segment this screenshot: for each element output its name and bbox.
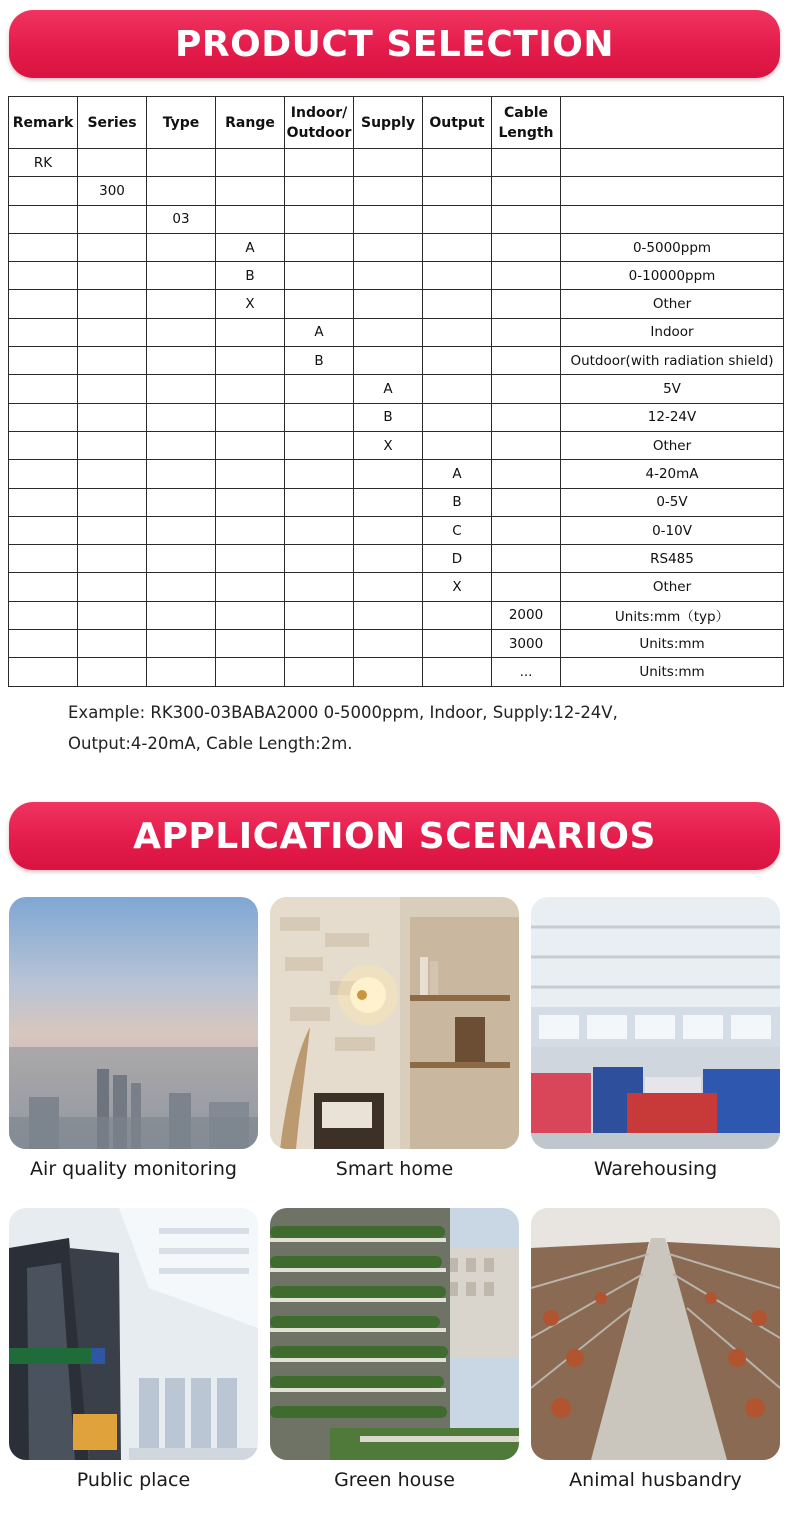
code-cell bbox=[285, 233, 354, 261]
code-cell bbox=[423, 177, 492, 205]
table-row bbox=[9, 375, 784, 403]
code-cell bbox=[9, 205, 78, 233]
code-cell bbox=[9, 318, 78, 346]
chicken-coop-photo bbox=[531, 1208, 780, 1460]
description-cell: 0-5V bbox=[561, 488, 784, 516]
column-header: Supply bbox=[354, 97, 423, 149]
code-cell bbox=[354, 630, 423, 658]
code-cell bbox=[216, 403, 285, 431]
code-cell bbox=[78, 545, 147, 573]
code-cell bbox=[78, 630, 147, 658]
code-cell bbox=[147, 516, 216, 544]
code-cell bbox=[9, 488, 78, 516]
code-cell bbox=[285, 290, 354, 318]
table-body bbox=[9, 149, 784, 687]
code-cell: B bbox=[285, 347, 354, 375]
code-cell bbox=[147, 658, 216, 686]
code-cell bbox=[423, 601, 492, 629]
code-cell bbox=[423, 431, 492, 459]
code-cell bbox=[285, 262, 354, 290]
code-cell bbox=[216, 347, 285, 375]
code-cell bbox=[9, 233, 78, 261]
code-cell bbox=[216, 601, 285, 629]
table-row bbox=[9, 290, 784, 318]
code-cell bbox=[147, 262, 216, 290]
code-cell bbox=[492, 290, 561, 318]
description-cell: Other bbox=[561, 573, 784, 601]
code-cell bbox=[492, 318, 561, 346]
table-row bbox=[9, 460, 784, 488]
code-cell bbox=[354, 205, 423, 233]
code-cell bbox=[9, 403, 78, 431]
code-cell: 03 bbox=[147, 205, 216, 233]
scenario-caption: Air quality monitoring bbox=[30, 1158, 237, 1180]
column-header: Indoor/ Outdoor bbox=[285, 97, 354, 149]
description-cell: 0-10V bbox=[561, 516, 784, 544]
code-cell bbox=[78, 573, 147, 601]
code-cell bbox=[147, 177, 216, 205]
code-cell bbox=[354, 545, 423, 573]
code-cell bbox=[9, 601, 78, 629]
code-cell bbox=[354, 601, 423, 629]
code-cell bbox=[147, 431, 216, 459]
code-cell bbox=[423, 262, 492, 290]
code-cell bbox=[147, 630, 216, 658]
table-row bbox=[9, 488, 784, 516]
code-cell bbox=[423, 658, 492, 686]
code-cell bbox=[78, 488, 147, 516]
table-row bbox=[9, 601, 784, 629]
description-cell bbox=[561, 177, 784, 205]
code-cell bbox=[147, 347, 216, 375]
code-cell bbox=[147, 403, 216, 431]
code-cell bbox=[354, 460, 423, 488]
description-cell bbox=[561, 149, 784, 177]
code-cell: C bbox=[423, 516, 492, 544]
code-cell bbox=[9, 460, 78, 488]
code-cell bbox=[423, 233, 492, 261]
hazy-city-photo bbox=[9, 897, 258, 1149]
description-cell: RS485 bbox=[561, 545, 784, 573]
code-cell bbox=[492, 347, 561, 375]
code-cell bbox=[492, 573, 561, 601]
code-cell bbox=[285, 545, 354, 573]
code-cell: A bbox=[423, 460, 492, 488]
code-cell bbox=[9, 516, 78, 544]
code-cell: B bbox=[216, 262, 285, 290]
code-cell bbox=[354, 658, 423, 686]
table-row bbox=[9, 658, 784, 686]
code-cell bbox=[423, 347, 492, 375]
code-cell: 300 bbox=[78, 177, 147, 205]
table-row bbox=[9, 573, 784, 601]
scenario-card-smart-home bbox=[270, 897, 519, 1180]
code-cell: B bbox=[423, 488, 492, 516]
code-cell bbox=[9, 177, 78, 205]
column-header: Series bbox=[78, 97, 147, 149]
code-cell bbox=[285, 601, 354, 629]
scenario-caption: Green house bbox=[334, 1469, 455, 1491]
table-row bbox=[9, 233, 784, 261]
code-cell bbox=[423, 318, 492, 346]
description-cell: Units:mm bbox=[561, 658, 784, 686]
code-cell bbox=[423, 630, 492, 658]
code-cell: A bbox=[285, 318, 354, 346]
column-header bbox=[561, 97, 784, 149]
table-row bbox=[9, 177, 784, 205]
code-cell bbox=[147, 149, 216, 177]
code-cell: RK bbox=[9, 149, 78, 177]
code-cell: 3000 bbox=[492, 630, 561, 658]
code-cell bbox=[354, 290, 423, 318]
code-cell bbox=[285, 375, 354, 403]
application-scenarios-title: APPLICATION SCENARIOS bbox=[133, 815, 656, 857]
code-cell bbox=[285, 149, 354, 177]
code-cell: X bbox=[423, 573, 492, 601]
code-cell bbox=[492, 488, 561, 516]
code-cell bbox=[78, 431, 147, 459]
code-cell bbox=[147, 233, 216, 261]
code-cell bbox=[492, 177, 561, 205]
code-cell bbox=[285, 573, 354, 601]
code-cell bbox=[216, 630, 285, 658]
scenario-caption: Animal husbandry bbox=[569, 1469, 742, 1491]
living-room-photo bbox=[270, 897, 519, 1149]
code-cell bbox=[492, 545, 561, 573]
product-selection-title: PRODUCT SELECTION bbox=[175, 23, 614, 65]
application-scenarios-banner bbox=[9, 802, 780, 870]
code-cell: X bbox=[216, 290, 285, 318]
code-cell bbox=[9, 290, 78, 318]
code-cell bbox=[216, 431, 285, 459]
code-cell bbox=[216, 460, 285, 488]
code-cell bbox=[78, 262, 147, 290]
code-cell bbox=[147, 545, 216, 573]
code-cell bbox=[423, 375, 492, 403]
code-cell bbox=[9, 545, 78, 573]
table-header-row bbox=[9, 97, 784, 149]
description-cell: Outdoor(with radiation shield) bbox=[561, 347, 784, 375]
example-line-2: Output:4-20mA, Cable Length:2m. bbox=[68, 734, 353, 753]
code-cell bbox=[354, 347, 423, 375]
scenario-card-green-house bbox=[270, 1208, 519, 1491]
code-cell: B bbox=[354, 403, 423, 431]
code-cell bbox=[78, 460, 147, 488]
description-cell: 0-10000ppm bbox=[561, 262, 784, 290]
code-cell bbox=[216, 545, 285, 573]
code-cell bbox=[78, 601, 147, 629]
code-cell bbox=[9, 658, 78, 686]
description-cell: 0-5000ppm bbox=[561, 233, 784, 261]
code-cell: ... bbox=[492, 658, 561, 686]
code-cell bbox=[9, 262, 78, 290]
code-cell bbox=[147, 488, 216, 516]
code-cell bbox=[9, 431, 78, 459]
scenario-card-warehousing bbox=[531, 897, 780, 1180]
code-cell: X bbox=[354, 431, 423, 459]
code-cell bbox=[9, 573, 78, 601]
code-cell bbox=[216, 516, 285, 544]
code-cell bbox=[354, 573, 423, 601]
code-cell bbox=[285, 516, 354, 544]
code-cell bbox=[78, 516, 147, 544]
table-row bbox=[9, 545, 784, 573]
code-cell bbox=[78, 403, 147, 431]
description-cell bbox=[561, 205, 784, 233]
code-cell bbox=[285, 460, 354, 488]
code-cell bbox=[78, 318, 147, 346]
code-cell bbox=[78, 290, 147, 318]
scenario-caption: Public place bbox=[76, 1469, 191, 1491]
product-selection-table bbox=[8, 96, 784, 687]
code-cell bbox=[492, 460, 561, 488]
code-cell bbox=[492, 262, 561, 290]
code-cell bbox=[147, 375, 216, 403]
table-row bbox=[9, 149, 784, 177]
code-cell bbox=[354, 318, 423, 346]
code-cell bbox=[147, 460, 216, 488]
code-cell bbox=[78, 205, 147, 233]
table-row bbox=[9, 205, 784, 233]
code-cell bbox=[216, 488, 285, 516]
product-selection-banner bbox=[9, 10, 780, 78]
description-cell: Units:mm bbox=[561, 630, 784, 658]
table-row bbox=[9, 318, 784, 346]
code-cell bbox=[147, 601, 216, 629]
example-line-1: Example: RK300-03BABA2000 0-5000ppm, Indoor, Supply:12-24V, bbox=[68, 703, 618, 722]
column-header: Type bbox=[147, 97, 216, 149]
column-header: Range bbox=[216, 97, 285, 149]
code-cell bbox=[9, 375, 78, 403]
code-cell bbox=[78, 375, 147, 403]
table-row bbox=[9, 262, 784, 290]
table-row bbox=[9, 516, 784, 544]
code-cell bbox=[147, 318, 216, 346]
code-cell bbox=[354, 233, 423, 261]
code-cell bbox=[285, 431, 354, 459]
scenario-caption: Smart home bbox=[335, 1158, 454, 1180]
example-text bbox=[68, 697, 748, 759]
code-cell bbox=[216, 149, 285, 177]
code-cell bbox=[285, 488, 354, 516]
column-header: Cable Length bbox=[492, 97, 561, 149]
code-cell: 2000 bbox=[492, 601, 561, 629]
description-cell: Indoor bbox=[561, 318, 784, 346]
code-cell bbox=[216, 375, 285, 403]
code-cell bbox=[354, 516, 423, 544]
code-cell bbox=[492, 205, 561, 233]
code-cell bbox=[285, 630, 354, 658]
scenario-card-animal-husbandry bbox=[531, 1208, 780, 1491]
vertical-forest-photo bbox=[270, 1208, 519, 1460]
code-cell bbox=[354, 488, 423, 516]
code-cell bbox=[492, 233, 561, 261]
code-cell bbox=[492, 403, 561, 431]
code-cell bbox=[216, 658, 285, 686]
code-cell bbox=[423, 149, 492, 177]
scenario-caption: Warehousing bbox=[593, 1158, 718, 1180]
code-cell: D bbox=[423, 545, 492, 573]
description-cell: 5V bbox=[561, 375, 784, 403]
code-cell bbox=[147, 290, 216, 318]
table-row bbox=[9, 431, 784, 459]
description-cell: 4-20mA bbox=[561, 460, 784, 488]
code-cell bbox=[285, 205, 354, 233]
code-cell bbox=[78, 149, 147, 177]
description-cell: 12-24V bbox=[561, 403, 784, 431]
code-cell bbox=[354, 262, 423, 290]
code-cell bbox=[216, 177, 285, 205]
code-cell bbox=[78, 233, 147, 261]
code-cell bbox=[216, 205, 285, 233]
code-cell bbox=[9, 347, 78, 375]
scenario-card-air-quality bbox=[9, 897, 258, 1180]
code-cell bbox=[216, 318, 285, 346]
table-row bbox=[9, 347, 784, 375]
description-cell: Units:mm（typ） bbox=[561, 601, 784, 629]
code-cell bbox=[285, 658, 354, 686]
subway-photo bbox=[9, 1208, 258, 1460]
code-cell bbox=[78, 658, 147, 686]
code-cell bbox=[9, 630, 78, 658]
code-cell bbox=[423, 403, 492, 431]
description-cell: Other bbox=[561, 431, 784, 459]
code-cell bbox=[354, 149, 423, 177]
code-cell bbox=[492, 149, 561, 177]
code-cell bbox=[423, 290, 492, 318]
code-cell: A bbox=[216, 233, 285, 261]
code-cell bbox=[285, 177, 354, 205]
code-cell: A bbox=[354, 375, 423, 403]
column-header: Output bbox=[423, 97, 492, 149]
code-cell bbox=[423, 205, 492, 233]
table-row bbox=[9, 403, 784, 431]
warehouse-photo bbox=[531, 897, 780, 1149]
description-cell: Other bbox=[561, 290, 784, 318]
code-cell bbox=[285, 403, 354, 431]
code-cell bbox=[354, 177, 423, 205]
code-cell bbox=[492, 375, 561, 403]
table-row bbox=[9, 630, 784, 658]
column-header: Remark bbox=[9, 97, 78, 149]
code-cell bbox=[492, 431, 561, 459]
code-cell bbox=[147, 573, 216, 601]
code-cell bbox=[78, 347, 147, 375]
code-cell bbox=[216, 573, 285, 601]
code-cell bbox=[492, 516, 561, 544]
scenario-card-public-place bbox=[9, 1208, 258, 1491]
